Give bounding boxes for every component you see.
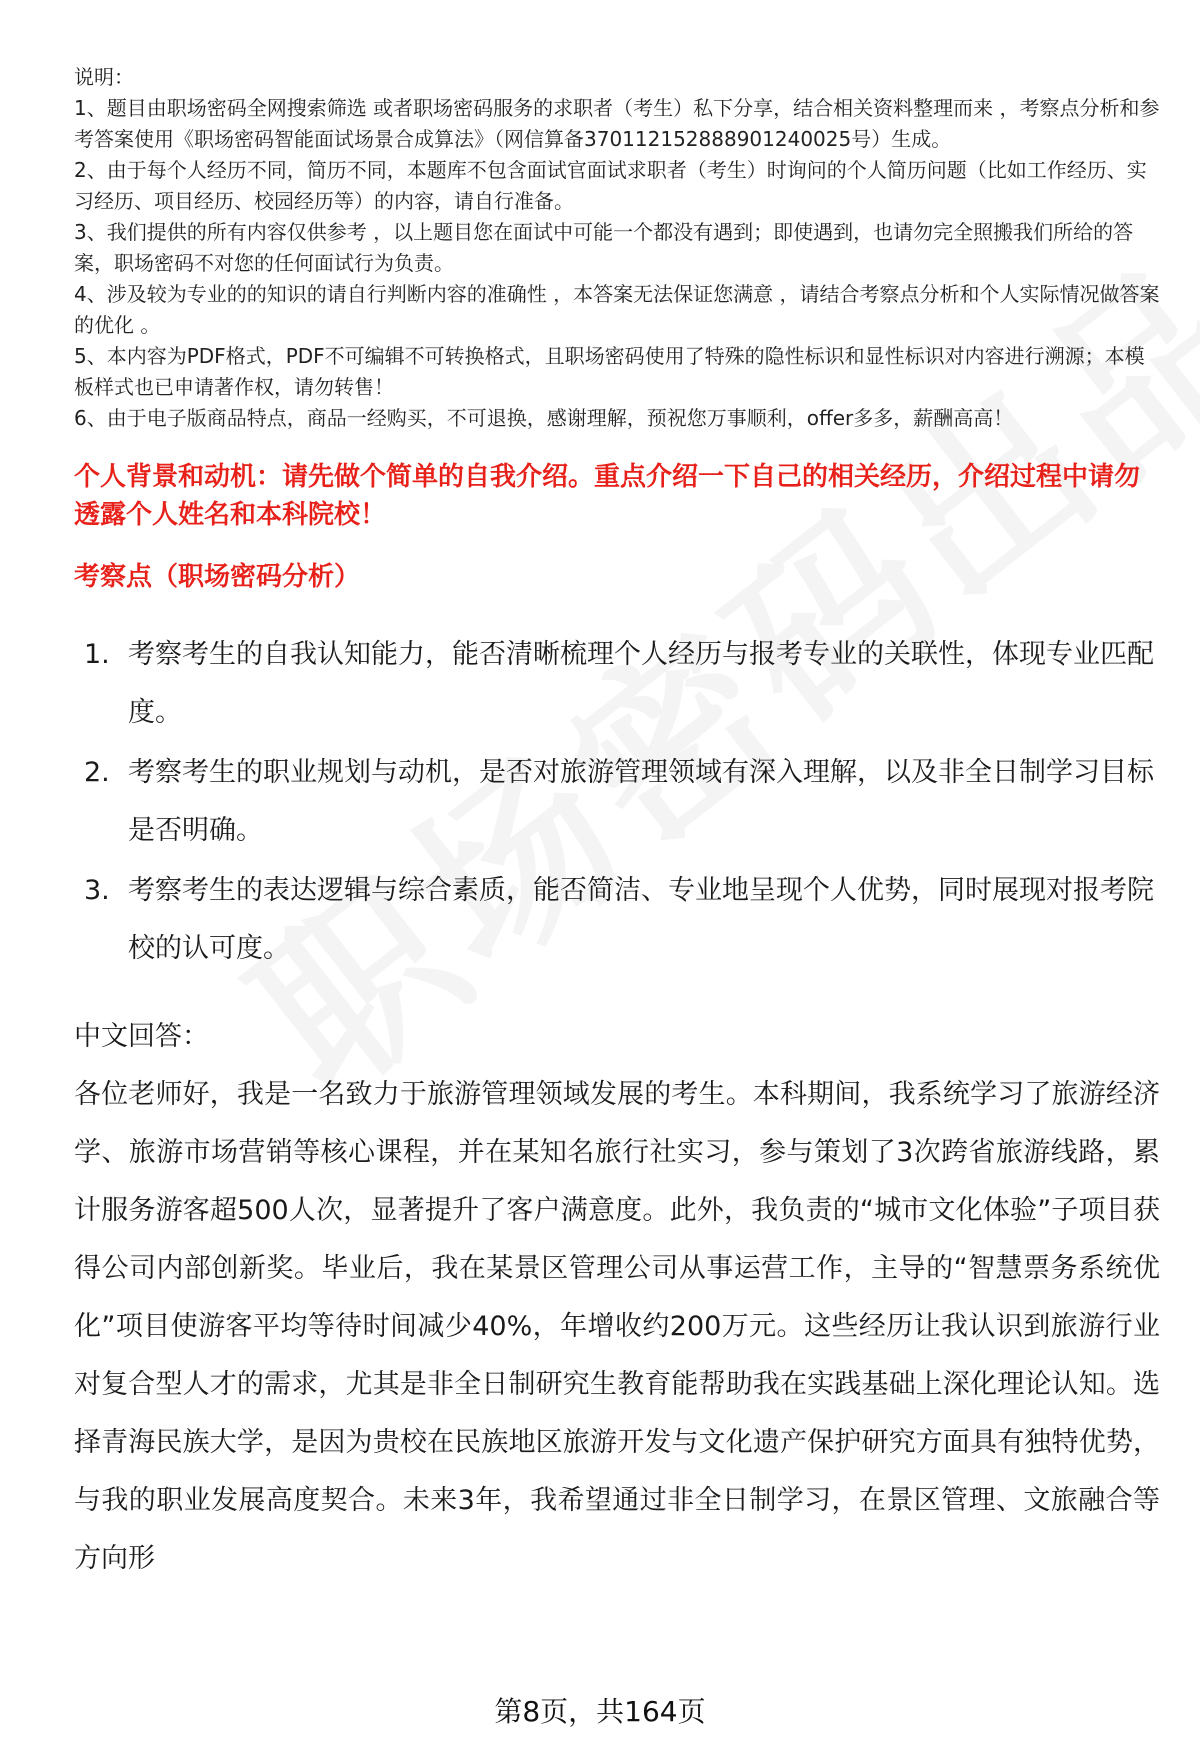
note-item: 3、我们提供的所有内容仅供参考 ，以上题目您在面试中可能一个都没有遇到；即使遇到，也请勿完全照搬我们所给的答案，职场密码不对您的任何面试行为负责。 [74, 220, 1134, 275]
list-item-number: 3. [84, 875, 110, 906]
list-item-text: 考察考生的职业规划与动机，是否对旅游管理领域有深入理解，以及非全日制学习目标是否明确。 [128, 757, 1154, 846]
list-item-number: 2. [84, 757, 110, 788]
answer-body: 各位老师好，我是一名致力于旅游管理领域发展的考生。本科期间，我系统学习了旅游经济学、旅游市场营销等核心课程，并在某知名旅行社实习，参与策划了3次跨省旅游线路，累计服务游客超500人次，显著提升了客户满意度。此外，我负责的“城市文化体验”子项目获得公司内部创新奖。毕业后，我在某景区管理公司从事运营工作，主导的“智慧票务系统优化”项目使游客平均等待时间减少40%，年增收约200万元。这些经历让我认识到旅游行业对复合型人才的需求，尤其是非全日制研究生教育能帮助我在实践基础上深化理论认知。选择青海民族大学，是因为贵校在民族地区旅游开发与文化遗产保护研究方面具有独特优势，与我的职业发展高度契合。未来3年，我希望通过非全日制学习，在景区管理、文旅融合等方向形 [74, 1079, 1160, 1574]
page-number: 第8页，共164页 [494, 1695, 706, 1728]
note-item: 2、由于每个人经历不同，简历不同，本题库不包含面试官面试求职者（考生）时询问的个人简历问题（比如工作经历、实习经历、项目经历、校园经历等）的内容，请自行准备。 [74, 158, 1147, 213]
list-item-number: 1. [84, 639, 110, 670]
list-item [74, 626, 1160, 742]
notes-section [74, 62, 1160, 434]
list-item [74, 744, 1160, 860]
note-item: 6、由于电子版商品特点，商品一经购买，不可退换，感谢理解，预祝您万事顺利，offer多多，薪酬高高！ [74, 406, 1014, 430]
note-item: 1、题目由职场密码全网搜索筛选 或者职场密码服务的求职者（考生）私下分享，结合相关资料整理而来 ，考察点分析和参考答案使用《职场密码智能面试场景合成算法》（网信算备370112152888901240025号）生成。 [74, 96, 1160, 151]
note-item: 4、涉及较为专业的的知识的请自行判断内容的准确性 ，本答案无法保证您满意 ，请结合考察点分析和个人实际情况做答案的优化 。 [74, 282, 1160, 337]
notes-heading: 说明： [74, 65, 134, 89]
note-item: 5、本内容为PDF格式，PDF不可编辑不可转换格式，且职场密码使用了特殊的隐性标识和显性标识对内容进行溯源；本模板样式也已申请著作权，请勿转售！ [74, 344, 1145, 399]
list-item-text: 考察考生的表达逻辑与综合素质，能否简洁、专业地呈现个人优势，同时展现对报考院校的认可度。 [128, 875, 1154, 964]
exam-points-title: 考察点（职场密码分析） [74, 562, 361, 592]
question-title: 个人背景和动机：请先做个简单的自我介绍。重点介绍一下自己的相关经历，介绍过程中请勿透露个人姓名和本科院校！ [74, 462, 1141, 530]
document-page [74, 62, 1160, 1588]
answer-label: 中文回答： [74, 1021, 209, 1052]
exam-points-list [74, 626, 1160, 978]
list-item [74, 862, 1160, 978]
list-item-text: 考察考生的自我认知能力，能否清晰梳理个人经历与报考专业的关联性，体现专业匹配度。 [128, 639, 1154, 728]
